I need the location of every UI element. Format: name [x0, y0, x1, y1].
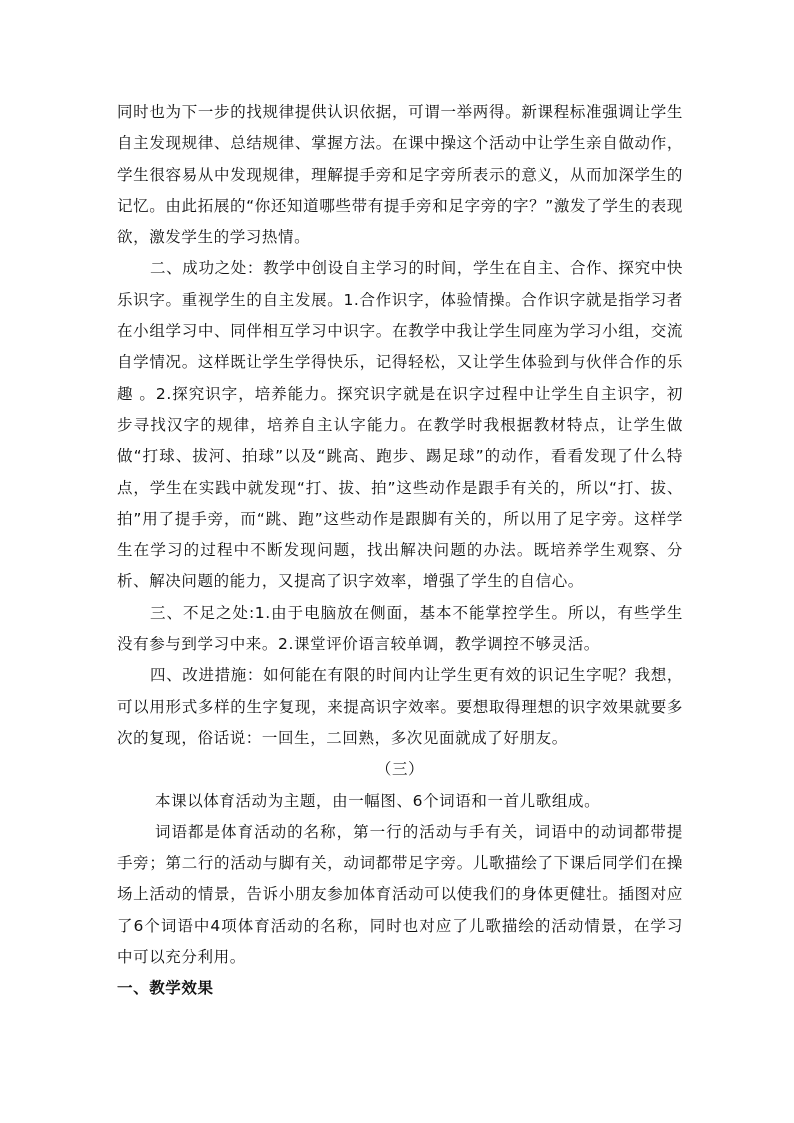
paragraph-vocabulary: 词语都是体育活动的名称，第一行的活动与手有关，词语中的动词都带提手旁；第二行的活动与脚有关，动词都带足字旁。儿歌描绘了下课后同学们在操场上活动的情景，告诉小朋友参加体育活动可以使我们的身体更健壮。插图对应了6个词语中4项体育活动的名称，同时也对应了儿歌描绘的活动情景，在学习中可以充分利用。 [117, 822, 683, 967]
section-number: （三） [375, 760, 425, 779]
section-heading-teaching-effect: 一、教学效果 [117, 979, 214, 998]
document-body [117, 97, 683, 1005]
paragraph-improvements: 四、改进措施：如何能在有限的时间内让学生更有效的识记生字呢？我想，可以用形式多样的生字复现，来提高识字效率。要想取得理想的识字效果就要多次的复现，俗话说：一回生，二回熟，多次见面就成了好朋友。 [117, 666, 683, 747]
paragraph-lesson-intro: 本课以体育活动为主题，由一幅图、6个词语和一首儿歌组成。 [155, 791, 601, 810]
paragraph-continuation: 同时也为下一步的找规律提供认识依据，可谓一举两得。新课程标准强调让学生自主发现规律、总结规律、掌握方法。在课中操这个活动中让学生亲自做动作，学生很容易从中发现规律，理解提手旁和足字旁所表示的意义，从而加深学生的记忆。由此拓展的“你还知道哪些带有提手旁和足字旁的字？”激发了学生的表现欲，激发学生的学习热情。 [117, 103, 683, 247]
paragraph-shortcomings: 三、不足之处:1.由于电脑放在侧面，基本不能掌控学生。所以，有些学生没有参与到学习中来。2.课堂评价语言较单调，教学调控不够灵活。 [117, 603, 683, 654]
paragraph-success: 二、成功之处：教学中创设自主学习的时间，学生在自主、合作、探究中快乐识字。重视学生的自主发展。1.合作识字，体验情操。合作识字就是指学习者在小组学习中、同伴相互学习中识字。在教学中我让学生同座为学习小组，交流自学情况。这样既让学生学得快乐，记得轻松，又让学生体验到与伙伴合作的乐趣 。2.探究识字，培养能力。探究识字就是在识字过程中让学生自主识字，初步寻找汉字的规律，培养自主认字能力。在教学时我根据教材特点，让学生做做“打球、拔河、拍球”以及“跳高、跑步、踢足球”的动作，看看发现了什么特点，学生在实践中就发现“打、拔、拍”这些动作是跟手有关的，所以“打、拔、拍”用了提手旁，而“跳、跑”这些动作是跟脚有关的，所以用了足字旁。这样学生在学习的过程中不断发现问题，找出解决问题的办法。既培养学生观察、分析、解决问题的能力，又提高了识字效率，增强了学生的自信心。 [117, 259, 683, 591]
